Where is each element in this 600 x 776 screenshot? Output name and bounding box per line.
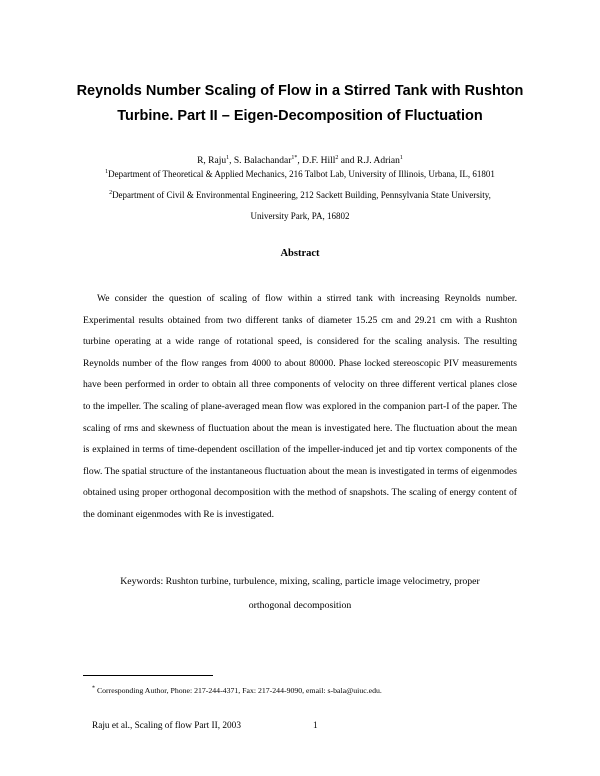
affiliation-marker: 1 [105, 169, 109, 175]
affiliation-text: Department of Civil & Environmental Engineering, 212 Sackett Building, Pennsylvania State University, [112, 190, 491, 200]
footnote-text: Corresponding Author, Phone: 217-244-4371, Fax: 217-244-9090, email: s-bala@uiuc.edu. [95, 686, 382, 695]
author-name: and R.J. Adrian [338, 156, 400, 166]
paper-title [60, 79, 540, 129]
author-name: , S. Balachandar [229, 156, 292, 166]
affiliation-2-continued: University Park, PA, 16802 [250, 211, 350, 221]
affiliation-text: Department of Theoretical & Applied Mechanics, 216 Talbot Lab, University of Illinois, Urbana, IL, 61801 [108, 169, 495, 179]
footnote-marker: * [92, 685, 95, 692]
running-head: Raju et al., Scaling of flow Part II, 2003 [92, 721, 241, 731]
keywords-line-1: Keywords: Rushton turbine, turbulence, mixing, scaling, particle image velocimetry, proper [120, 576, 480, 587]
abstract-heading: Abstract [280, 248, 320, 259]
affiliation-1 [70, 164, 530, 185]
paper-title-line-1: Reynolds Number Scaling of Flow in a Stirred Tank with Rushton [76, 83, 524, 99]
footnote-divider [83, 675, 213, 676]
footnote [92, 686, 382, 695]
abstract-body: We consider the question of scaling of flow within a stirred tank with increasing Reynolds number. Experimental results obtained from two different tanks of diameter 15.25 cm and 29.21 cm with a Rushton turbine operating at a wide range of rotational speed, is considered for the scaling analysis. The resulting Reynolds number of the flow ranges from 4000 to about 80000. Phase locked stereoscopic PIV measurements have been performed in order to obtain all three components of velocity on three different vertical planes close to the impeller. The scaling of plane-averaged mean flow was explored in the companion part-I of the paper. The scaling of rms and skewness of fluctuation about the mean is investigated here. The fluctuation about the mean is explained in terms of time-dependent oscillation of the impeller-induced jet and tip vortex components of the flow. The spatial structure of the instantaneous fluctuation about the mean is investigated in terms of eigenmodes obtained using proper orthogonal decomposition with the method of snapshots. The scaling of energy content of the dominant eigenmodes with Re is investigated. [83, 293, 517, 520]
page-number: 1 [313, 721, 318, 731]
affiliation-2 [70, 185, 530, 206]
keywords-line-2: orthogonal decomposition [248, 600, 352, 611]
author-affiliation-marker: 2 [335, 154, 339, 161]
author-name: , D.F. Hill [297, 156, 336, 166]
author-affiliation-marker: 1 [399, 154, 403, 161]
author-affiliation-marker: 1* [291, 154, 298, 161]
author-name: R, Raju [197, 156, 227, 166]
paper-title-line-2: Turbine. Part II – Eigen-Decomposition of Fluctuation [117, 108, 483, 124]
keywords [100, 570, 500, 618]
author-affiliation-marker: 1 [226, 154, 230, 161]
affiliation-marker: 2 [109, 190, 113, 196]
